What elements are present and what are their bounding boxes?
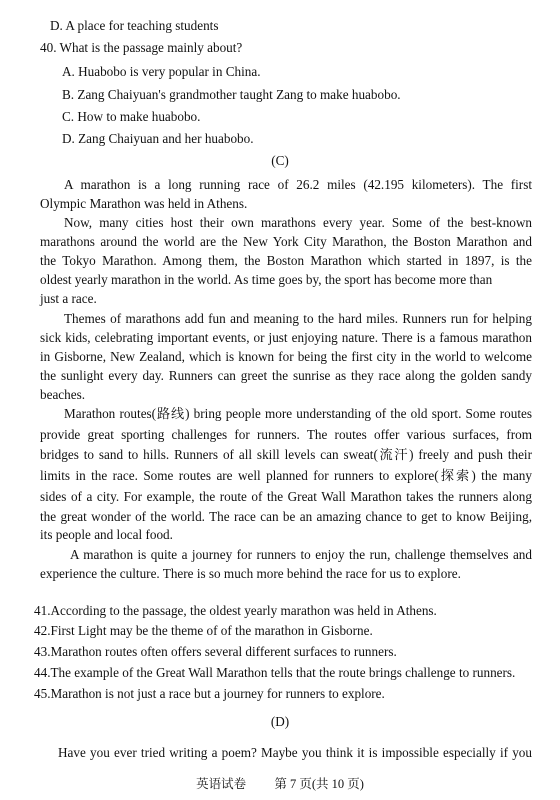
- passage-d-first-line: Have you ever tried writing a poem? Maybe you think it is impossible especially if you: [58, 745, 532, 760]
- footer-subject: 英语试卷: [196, 777, 247, 791]
- question-40-stem: 40. What is the passage mainly about?: [40, 40, 243, 55]
- statement-43: 43.Marathon routes often offers several different surfaces to runners.: [34, 644, 397, 659]
- prev-option-d: D. A place for teaching students: [50, 18, 219, 33]
- passage-c-p3-line: in Gisborne, New Zealand, which is known for being the first city in the world to welcome: [40, 349, 532, 364]
- passage-c-p5-line: experience the culture. There is so much more behind the race for us to explore.: [40, 566, 461, 581]
- passage-c-p2-line: Now, many cities host their own marathons every year. Some of the best-known: [64, 215, 532, 230]
- statement-41: 41.According to the passage, the oldest yearly marathon was held in Athens.: [34, 603, 437, 618]
- question-40-option-c: C. How to make huabobo.: [62, 109, 201, 124]
- passage-c-p3-line: the sunlight every day. Runners can greet the sunrise as they race along the golden sandy: [40, 368, 532, 383]
- passage-c-p4-line: bridges to sand to hills. Runners of all skill levels can sweat(流汗) freely and push their: [40, 447, 532, 462]
- passage-c-p1-line: A marathon is a long running race of 26.2 miles (42.195 kilometers). The first: [64, 177, 532, 192]
- passage-c-p2-line: marathons around the world are the New York City Marathon, the Boston Marathon and: [40, 234, 532, 249]
- passage-c-p4-line: sides of a city. For example, the route of the Great Wall Marathon takes the runners along: [40, 489, 532, 504]
- passage-c-p2-line: the Tokyo Marathon. Among them, the Boston Marathon which started in 1897, is the: [40, 253, 532, 268]
- statement-42: 42.First Light may be the theme of of the marathon in Gisborne.: [34, 623, 373, 638]
- statement-44: 44.The example of the Great Wall Marathon tells that the route brings challenge to runners.: [34, 665, 516, 680]
- section-d-label: (D): [270, 714, 290, 729]
- passage-c-p4-line: the great wonder of the world. The race can be an amazing chance to get to know Beijing,: [40, 509, 532, 524]
- passage-c-p3-line: beaches.: [40, 387, 86, 402]
- passage-c-p4-line: Marathon routes(路线) bring people more understanding of the old sport. Some routes: [64, 406, 532, 421]
- question-40-option-d: D. Zang Chaiyuan and her huabobo.: [62, 131, 254, 146]
- section-c-label: (C): [271, 153, 289, 168]
- statement-45: 45.Marathon is not just a race but a journey for runners to explore.: [34, 686, 385, 701]
- question-40-option-b: B. Zang Chaiyuan's grandmother taught Zang to make huabobo.: [62, 87, 401, 102]
- passage-c-p4-line: its people and local food.: [40, 527, 173, 542]
- passage-c-p2-line: oldest yearly marathon in the world. As time goes by, the sport has become more than: [40, 272, 493, 287]
- passage-c-p3-line: Themes of marathons add fun and meaning to the hard miles. Runners run for helping: [64, 311, 532, 326]
- footer-page-number: 第 7 页(共 10 页): [274, 777, 364, 791]
- passage-c-p4-line: limits in the race. Some routes are well planned for runners to explore(探索) the many: [40, 468, 532, 483]
- passage-c-p3-line: sick kids, celebrating important events, or just enjoying nature. There is a famous marathon: [40, 330, 532, 345]
- passage-c-p5-line: A marathon is quite a journey for runners to enjoy the run, challenge themselves and: [70, 547, 532, 562]
- passage-c-p2-line: just a race.: [40, 291, 97, 306]
- question-40-option-a: A. Huabobo is very popular in China.: [62, 64, 261, 79]
- page-footer: [0, 774, 560, 795]
- passage-c-p4-line: provide great sporting challenges for runners. The routes offer various surfaces, from: [40, 427, 532, 442]
- passage-c-p1-line: Olympic Marathon was held in Athens.: [40, 196, 248, 211]
